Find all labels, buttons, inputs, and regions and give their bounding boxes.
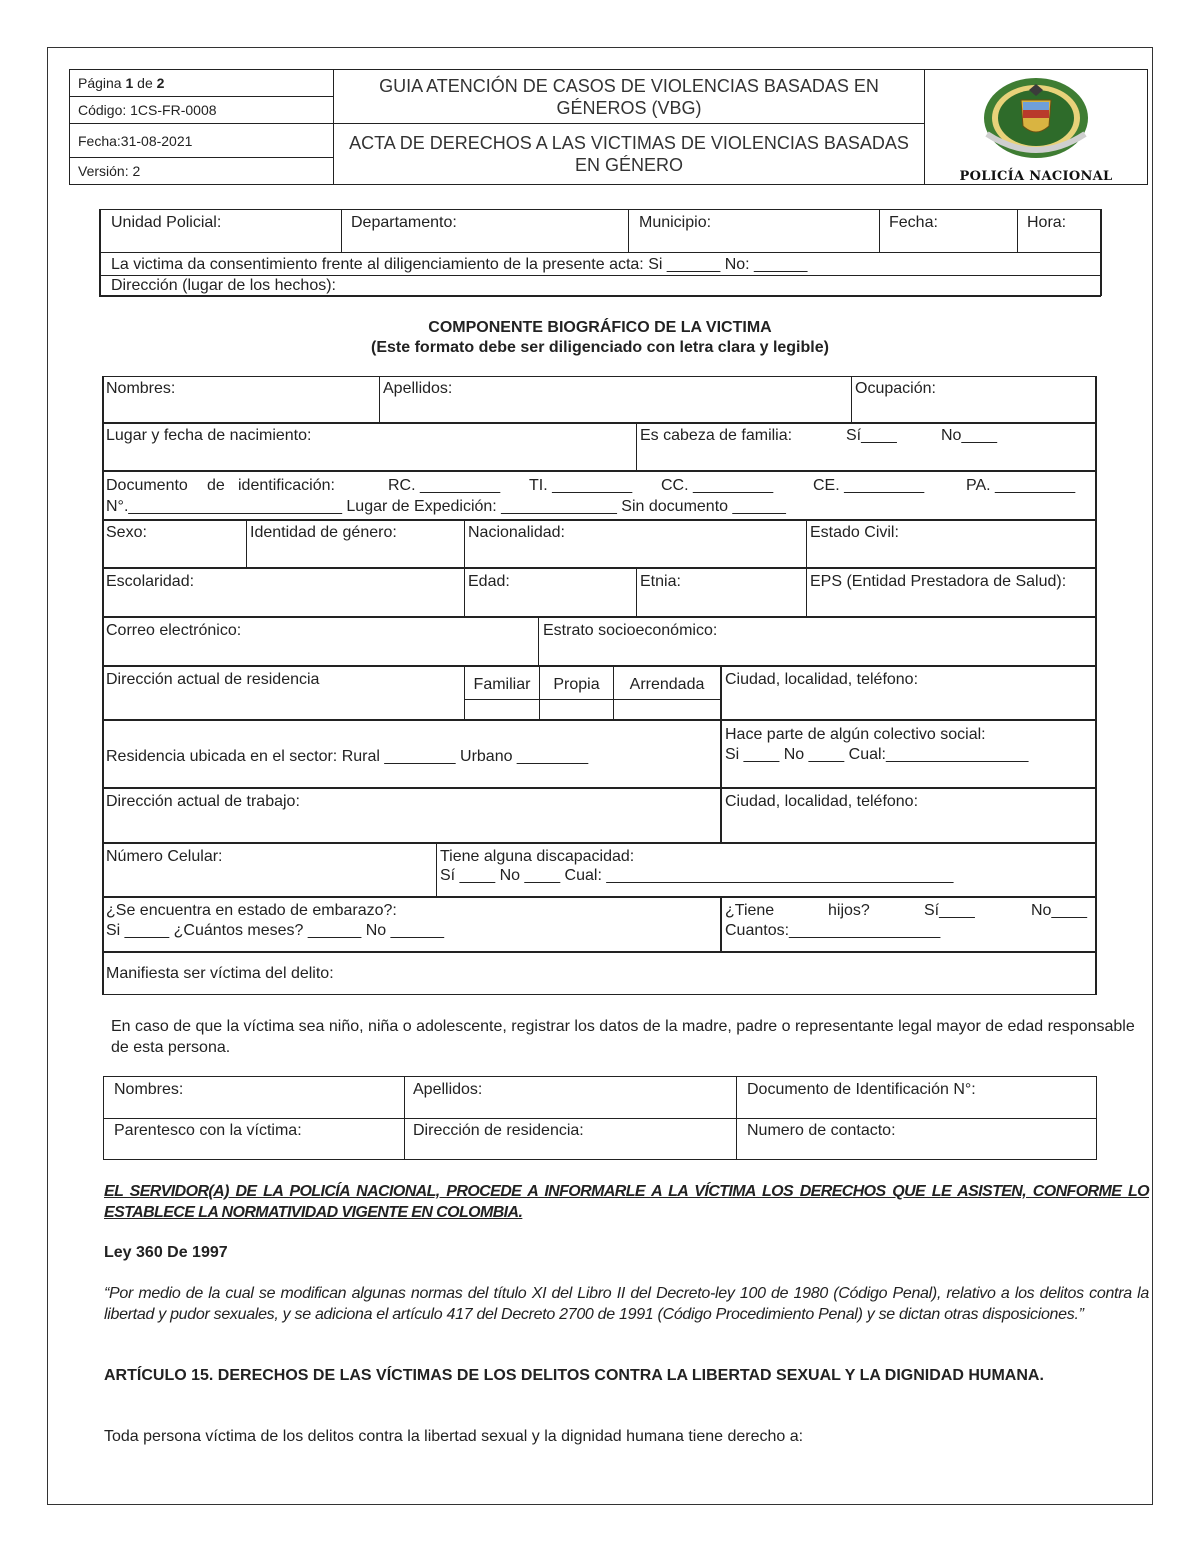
guardian-contacto-field[interactable]: Numero de contacto: <box>747 1122 896 1139</box>
section-title: COMPONENTE BIOGRÁFICO DE LA VICTIMA <box>428 319 772 336</box>
guardian-direccion-field[interactable]: Dirección de residencia: <box>413 1122 584 1139</box>
lugar-fecha-nacimiento-field[interactable]: Lugar y fecha de nacimiento: <box>106 427 312 444</box>
ti-field[interactable]: TI. _________ <box>529 477 633 494</box>
logo-text: POLICÍA NACIONAL <box>959 169 1113 184</box>
hijos-label-b: hijos? <box>828 902 870 919</box>
municipio-field[interactable]: Municipio: <box>639 214 712 231</box>
hijos-label-a: ¿Tiene <box>725 902 775 919</box>
embarazo-field[interactable]: Si _____ ¿Cuántos meses? ______ No ______ <box>106 922 445 939</box>
ley-description: “Por medio de la cual se modifican algunas normas del título XI del Libro II del Decreto-ley 100 de 1980 (Código Penal), relativo a los delitos contra la libertad y pudor sexuales, y se adiciona el artículo 417 del Decreto 2700 de 1991 (Código Procedimiento Penal) y se dictan otras disposiciones.” <box>104 1285 1149 1323</box>
rc-field[interactable]: RC. _________ <box>388 477 501 494</box>
document-header <box>69 69 1148 185</box>
propia-option[interactable]: Propia <box>553 676 600 693</box>
nacionalidad-field[interactable]: Nacionalidad: <box>468 524 565 541</box>
documento-numero-field[interactable]: N°.________________________ Lugar de Expedición: _____________ Sin documento ______ <box>106 498 786 515</box>
etnia-field[interactable]: Etnia: <box>640 573 681 590</box>
ciudad-trabajo-field[interactable]: Ciudad, localidad, teléfono: <box>725 793 919 810</box>
document-version: Versión: 2 <box>70 158 334 185</box>
residencia-sector-field[interactable]: Residencia ubicada en el sector: Rural ________ Urbano ________ <box>106 748 589 765</box>
guardian-parentesco-field[interactable]: Parentesco con la víctima: <box>114 1122 302 1139</box>
servidor-statement: EL SERVIDOR(A) DE LA POLICÍA NACIONAL, PROCEDE A INFORMARLE A LA VÍCTIMA LOS DERECHOS QUE LE ASISTEN, CONFORME LO ESTABLECE LA NORMATIVIDAD VIGENTE EN COLOMBIA. <box>104 1183 1149 1221</box>
ce-field[interactable]: CE. _________ <box>813 477 925 494</box>
cabeza-familia-label: Es cabeza de familia: <box>640 427 793 444</box>
pa-field[interactable]: PA. _________ <box>966 477 1076 494</box>
direccion-trabajo-field[interactable]: Dirección actual de trabajo: <box>106 793 300 810</box>
page-number: Página 1 de 2 <box>70 70 334 97</box>
documento-de-label: de <box>207 477 225 494</box>
hora-field[interactable]: Hora: <box>1027 214 1067 231</box>
arrendada-option[interactable]: Arrendada <box>629 676 705 693</box>
identificacion-label: identificación: <box>238 477 335 494</box>
apellidos-field[interactable]: Apellidos: <box>383 380 453 397</box>
ocupacion-field[interactable]: Ocupación: <box>855 380 936 397</box>
cabeza-no-field[interactable]: No____ <box>941 427 998 444</box>
edad-field[interactable]: Edad: <box>468 573 510 590</box>
guide-title: GUIA ATENCIÓN DE CASOS DE VIOLENCIAS BASADAS EN GÉNEROS (VBG) <box>334 70 925 124</box>
cabeza-si-field[interactable]: Sí____ <box>846 427 897 444</box>
discapacidad-field[interactable]: Sí ____ No ____ Cual: _______________________________________ <box>440 867 954 884</box>
celular-field[interactable]: Número Celular: <box>106 848 223 865</box>
sexo-field[interactable]: Sexo: <box>106 524 147 541</box>
escolaridad-field[interactable]: Escolaridad: <box>106 573 195 590</box>
guardian-apellidos-field[interactable]: Apellidos: <box>413 1081 483 1098</box>
hijos-no-field[interactable]: No____ <box>1031 902 1088 919</box>
derechos-intro: Toda persona víctima de los delitos contra la libertad sexual y la dignidad humana tiene derecho a: <box>104 1428 804 1445</box>
unidad-field[interactable]: Unidad Policial: <box>111 214 222 231</box>
estrato-field[interactable]: Estrato socioeconómico: <box>543 622 718 639</box>
articulo-title: ARTÍCULO 15. DERECHOS DE LAS VÍCTIMAS DE LOS DELITOS CONTRA LA LIBERTAD SEXUAL Y LA DIGNIDAD HUMANA. <box>104 1367 1044 1384</box>
departamento-field[interactable]: Departamento: <box>351 214 457 231</box>
consent-field[interactable]: La victima da consentimiento frente al diligenciamiento de la presente acta: Si ______ No: ______ <box>111 256 808 273</box>
delito-field[interactable]: Manifiesta ser víctima del delito: <box>106 965 334 982</box>
cc-field[interactable]: CC. _________ <box>661 477 774 494</box>
police-seal-icon <box>977 74 1095 162</box>
logo-cell <box>925 70 1148 185</box>
minor-note: En caso de que la víctima sea niño, niña o adolescente, registrar los datos de la madre, padre o representante legal mayor de edad responsable de esta persona. <box>111 1018 1135 1056</box>
ciudad-residencia-field[interactable]: Ciudad, localidad, teléfono: <box>725 671 919 688</box>
document-code: Código: 1CS-FR-0008 <box>70 97 334 124</box>
ley-title: Ley 360 De 1997 <box>104 1244 228 1261</box>
discapacidad-label: Tiene alguna discapacidad: <box>440 848 635 865</box>
identidad-genero-field[interactable]: Identidad de género: <box>250 524 397 541</box>
colectivo-label: Hace parte de algún colectivo social: <box>725 726 986 743</box>
direccion-residencia-field[interactable]: Dirección actual de residencia <box>106 671 320 688</box>
documento-label: Documento <box>106 477 188 494</box>
act-title: ACTA DE DERECHOS A LAS VICTIMAS DE VIOLENCIAS BASADAS EN GÉNERO <box>334 124 925 185</box>
eps-field[interactable]: EPS (Entidad Prestadora de Salud): <box>810 573 1067 590</box>
guardian-documento-field[interactable]: Documento de Identificación N°: <box>747 1081 976 1098</box>
nombres-field[interactable]: Nombres: <box>106 380 176 397</box>
correo-field[interactable]: Correo electrónico: <box>106 622 242 639</box>
section-subtitle: (Este formato debe ser diligenciado con letra clara y legible) <box>371 339 829 356</box>
estado-civil-field[interactable]: Estado Civil: <box>810 524 899 541</box>
cuantos-field[interactable]: Cuantos:_________________ <box>725 922 941 939</box>
colectivo-field[interactable]: Si ____ No ____ Cual:________________ <box>725 746 1029 763</box>
guardian-nombres-field[interactable]: Nombres: <box>114 1081 184 1098</box>
document-date: Fecha:31-08-2021 <box>70 124 334 158</box>
embarazo-label: ¿Se encuentra en estado de embarazo?: <box>106 902 397 919</box>
familiar-option[interactable]: Familiar <box>473 676 531 693</box>
direccion-hechos-field[interactable]: Dirección (lugar de los hechos): <box>111 277 336 294</box>
fecha-field[interactable]: Fecha: <box>889 214 938 231</box>
hijos-si-field[interactable]: Sí____ <box>924 902 975 919</box>
